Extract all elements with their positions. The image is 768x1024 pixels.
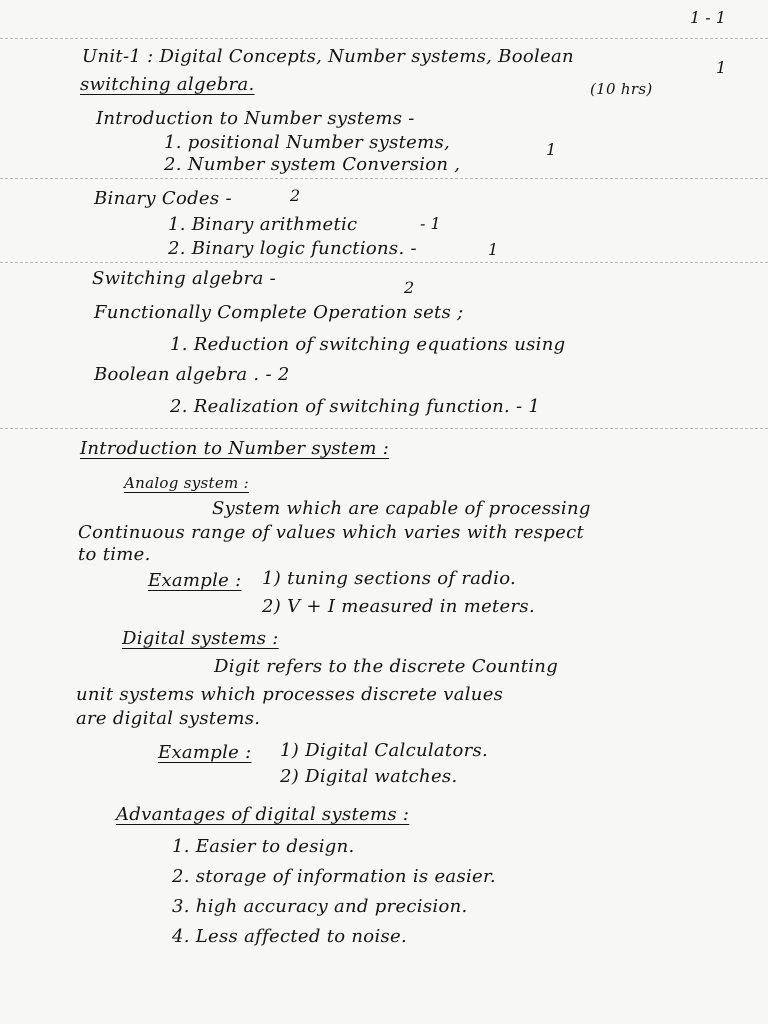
binary-item-2-mark: 1 [488,240,499,259]
digital-example-label: Example : [158,742,252,763]
page-rule [0,38,768,39]
intro-item-2: 2. Number system Conversion , [164,154,461,175]
digital-example-1: 1) Digital Calculators. [280,740,489,761]
section-title: Introduction to Number system : [80,438,390,459]
binary-item-1: 1. Binary arithmetic [168,214,358,235]
analog-example-1: 1) tuning sections of radio. [262,568,517,589]
analog-example-2: 2) V + I measured in meters. [262,596,535,617]
digital-text-1: Digit refers to the discrete Counting [214,656,559,677]
intro-item-1: 1. positional Number systems, [164,132,451,153]
binary-item-1-mark: - 1 [420,214,441,233]
analog-text-1: System which are capable of processing [212,498,591,519]
page-rule [0,178,768,179]
unit-hours: (10 hrs) [590,80,653,98]
switching-mark: 2 [404,278,415,297]
digital-text-2: unit systems which processes discrete values [76,684,504,705]
analog-example-label: Example : [148,570,242,591]
intro-mark: 1 [546,140,557,159]
advantages-heading: Advantages of digital systems : [116,804,410,825]
advantage-item-4: 4. Less affected to noise. [172,926,408,947]
reduction-line-1: 1. Reduction of switching equations using [170,334,566,355]
unit-title-line1: Unit-1 : Digital Concepts, Number systems, Boolean [82,46,574,67]
page-rule [0,262,768,263]
page-number: 1 - 1 [690,8,726,27]
binary-item-2: 2. Binary logic functions. - [168,238,417,259]
digital-text-3: are digital systems. [76,708,261,729]
analog-text-2: Continuous range of values which varies with respect [78,522,584,543]
analog-heading: Analog system : [124,474,249,492]
advantage-item-3: 3. high accuracy and precision. [172,896,468,917]
digital-example-2: 2) Digital watches. [280,766,458,787]
binary-mark: 2 [290,186,301,205]
advantage-item-2: 2. storage of information is easier. [172,866,496,887]
analog-text-3: to time. [78,544,151,565]
binary-title: Binary Codes - [94,188,232,209]
intro-title: Introduction to Number systems - [96,108,415,129]
digital-heading: Digital systems : [122,628,279,649]
page-rule [0,428,768,429]
functional-title: Functionally Complete Operation sets ; [94,302,464,323]
realization-line: 2. Realization of switching function. - 1 [170,396,541,417]
reduction-line-2: Boolean algebra . - 2 [94,364,290,385]
unit-title-line2: switching algebra. [80,74,255,95]
switching-title: Switching algebra - [92,268,277,289]
margin-tick: 1 [716,58,727,77]
advantage-item-1: 1. Easier to design. [172,836,355,857]
